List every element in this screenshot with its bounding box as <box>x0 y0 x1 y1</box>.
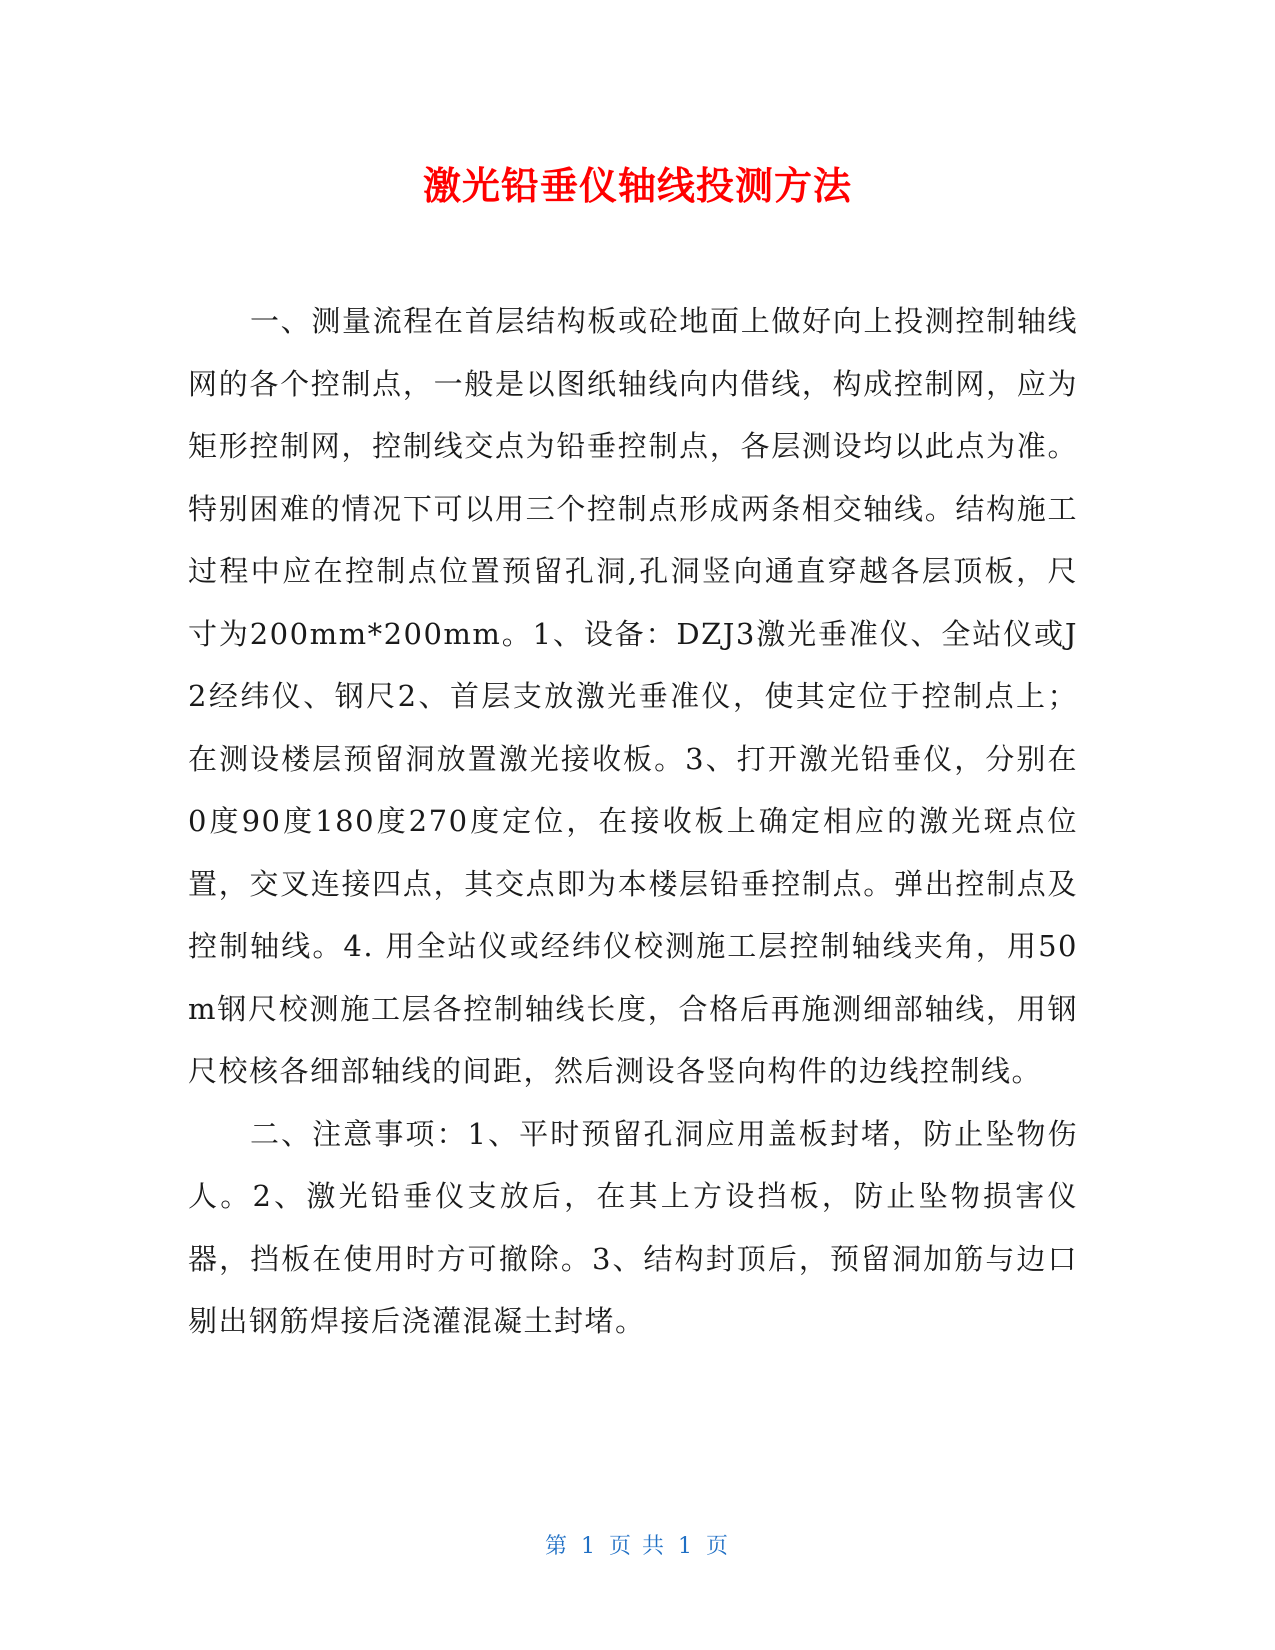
page-label-mid: 页 共 <box>609 1534 666 1559</box>
page-title: 激光铅垂仪轴线投测方法 <box>422 164 852 208</box>
document-body <box>188 290 1078 1353</box>
paragraph-measurement-procedure: 一、测量流程在首层结构板或砼地面上做好向上投测控制轴线网的各个控制点，一般是以图纸轴线向内借线，构成控制网，应为矩形控制网，控制线交点为铅垂控制点，各层测设均以此点为准。特别困难的情况下可以用三个控制点形成两条相交轴线。结构施工过程中应在控制点位置预留孔洞,孔洞竖向通直穿越各层顶板，尺寸为200mm*200mm。1、设备：DZJ3激光垂准仪、全站仪或J2经纬仪、钢尺2、首层支放激光垂准仪，使其定位于控制点上；在测设楼层预留洞放置激光接收板。3、打开激光铅垂仪，分别在0度90度180度270度定位，在接收板上确定相应的激光斑点位置，交叉连接四点，其交点即为本楼层铅垂控制点。弹出控制点及控制轴线。4. 用全站仪或经纬仪校测施工层控制轴线夹角，用50m钢尺校测施工层各控制轴线长度，合格后再施测细部轴线，用钢尺校核各细部轴线的间距，然后测设各竖向构件的边线控制线。 <box>188 304 1078 1088</box>
total-pages-number: 1 <box>678 1534 694 1559</box>
current-page-number: 1 <box>581 1534 597 1559</box>
page-label-prefix: 第 <box>544 1534 569 1559</box>
page-label-suffix: 页 <box>706 1534 731 1559</box>
page-number-footer <box>0 1532 1275 1562</box>
paragraph-precautions: 二、注意事项：1、平时预留孔洞应用盖板封堵，防止坠物伤人。2、激光铅垂仪支放后，在其上方设挡板，防止坠物损害仪器，挡板在使用时方可撤除。3、结构封顶后，预留洞加筋与边口剔出钢筋焊接后浇灌混凝土封堵。 <box>188 1116 1078 1338</box>
